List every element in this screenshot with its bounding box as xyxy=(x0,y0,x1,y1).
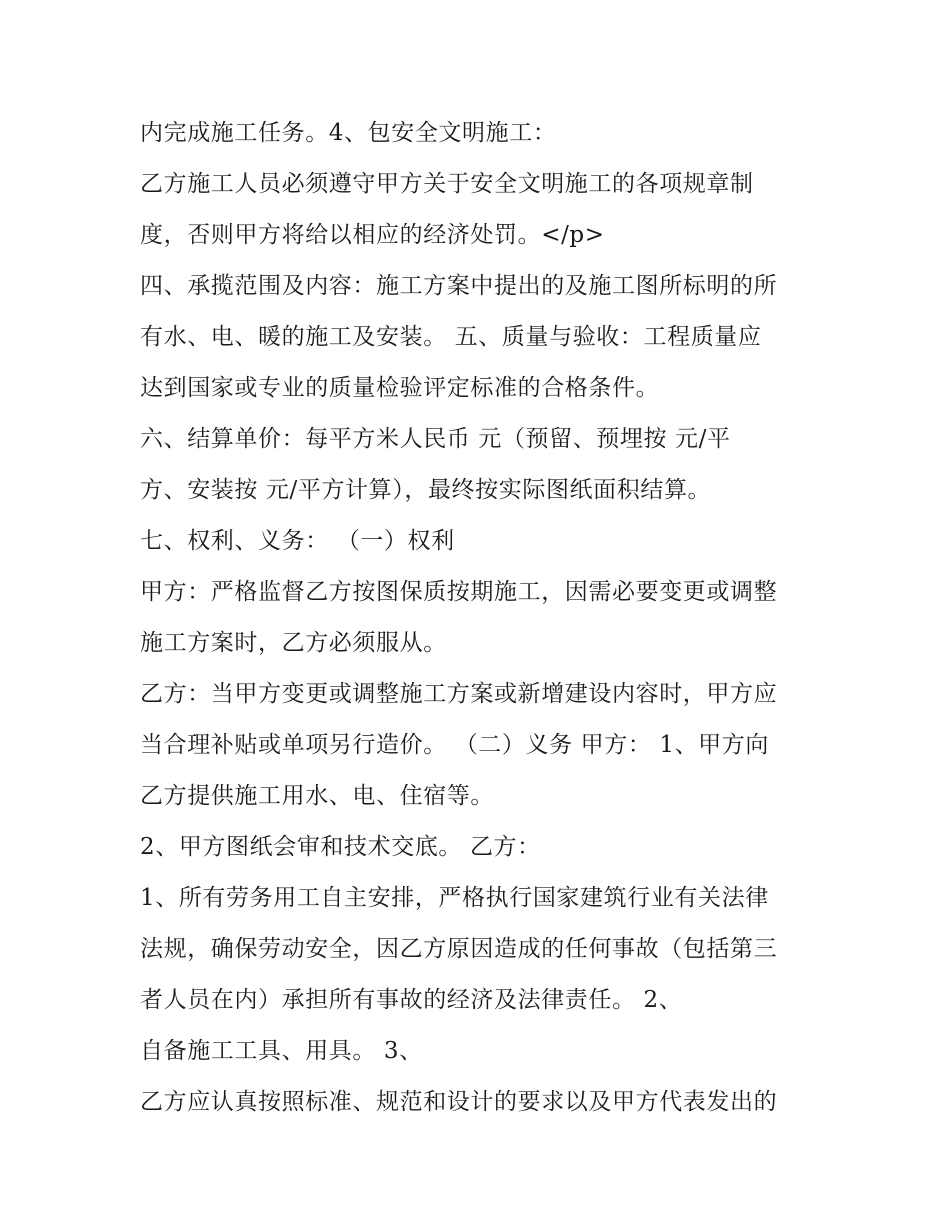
text-line: 方、安装按 元/平方计算），最终按实际图纸面积结算。 xyxy=(140,477,712,503)
text-line: 达到国家或专业的质量检验评定标准的合格条件。 xyxy=(140,375,660,401)
text-line: 有水、电、暖的施工及安装。 五、质量与验收：工程质量应 xyxy=(140,324,762,350)
text-line: 度，否则甲方将给以相应的经济处罚。</p> xyxy=(140,222,605,248)
text-line: 内完成施工任务。4、包安全文明施工： xyxy=(140,120,557,146)
text-line: 1、所有劳务用工自主安排，严格执行国家建筑行业有关法律 xyxy=(140,885,769,911)
text-line: 乙方：当甲方变更或调整施工方案或新增建设内容时，甲方应 xyxy=(140,681,778,707)
text-line: 者人员在内）承担所有事故的经济及法律责任。 2、 xyxy=(140,987,683,1013)
text-line: 六、结算单价：每平方米人民币 元（预留、预埋按 元/平 xyxy=(140,426,731,452)
text-line: 七、权利、义务： （一）权利 xyxy=(140,528,455,554)
text-line: 法规，确保劳动安全，因乙方原因造成的任何事故（包括第三 xyxy=(140,936,778,962)
text-line: 乙方施工人员必须遵守甲方关于安全文明施工的各项规章制 xyxy=(140,171,754,197)
text-line: 甲方：严格监督乙方按图保质按期施工，因需必要变更或调整 xyxy=(140,579,778,605)
text-line: 乙方提供施工用水、电、住宿等。 xyxy=(140,783,494,809)
text-line: 乙方应认真按照标准、规范和设计的要求以及甲方代表发出的 xyxy=(140,1089,778,1115)
text-line: 施工方案时，乙方必须服从。 xyxy=(140,630,447,656)
text-line: 自备施工工具、用具。 3、 xyxy=(140,1038,423,1064)
document-body xyxy=(140,108,830,1128)
text-line: 2、甲方图纸会审和技术交底。 乙方： xyxy=(140,834,541,860)
text-line: 当合理补贴或单项另行造价。 （二）义务 甲方： 1、甲方向 xyxy=(140,732,769,758)
text-line: 四、承揽范围及内容：施工方案中提出的及施工图所标明的所 xyxy=(140,273,778,299)
